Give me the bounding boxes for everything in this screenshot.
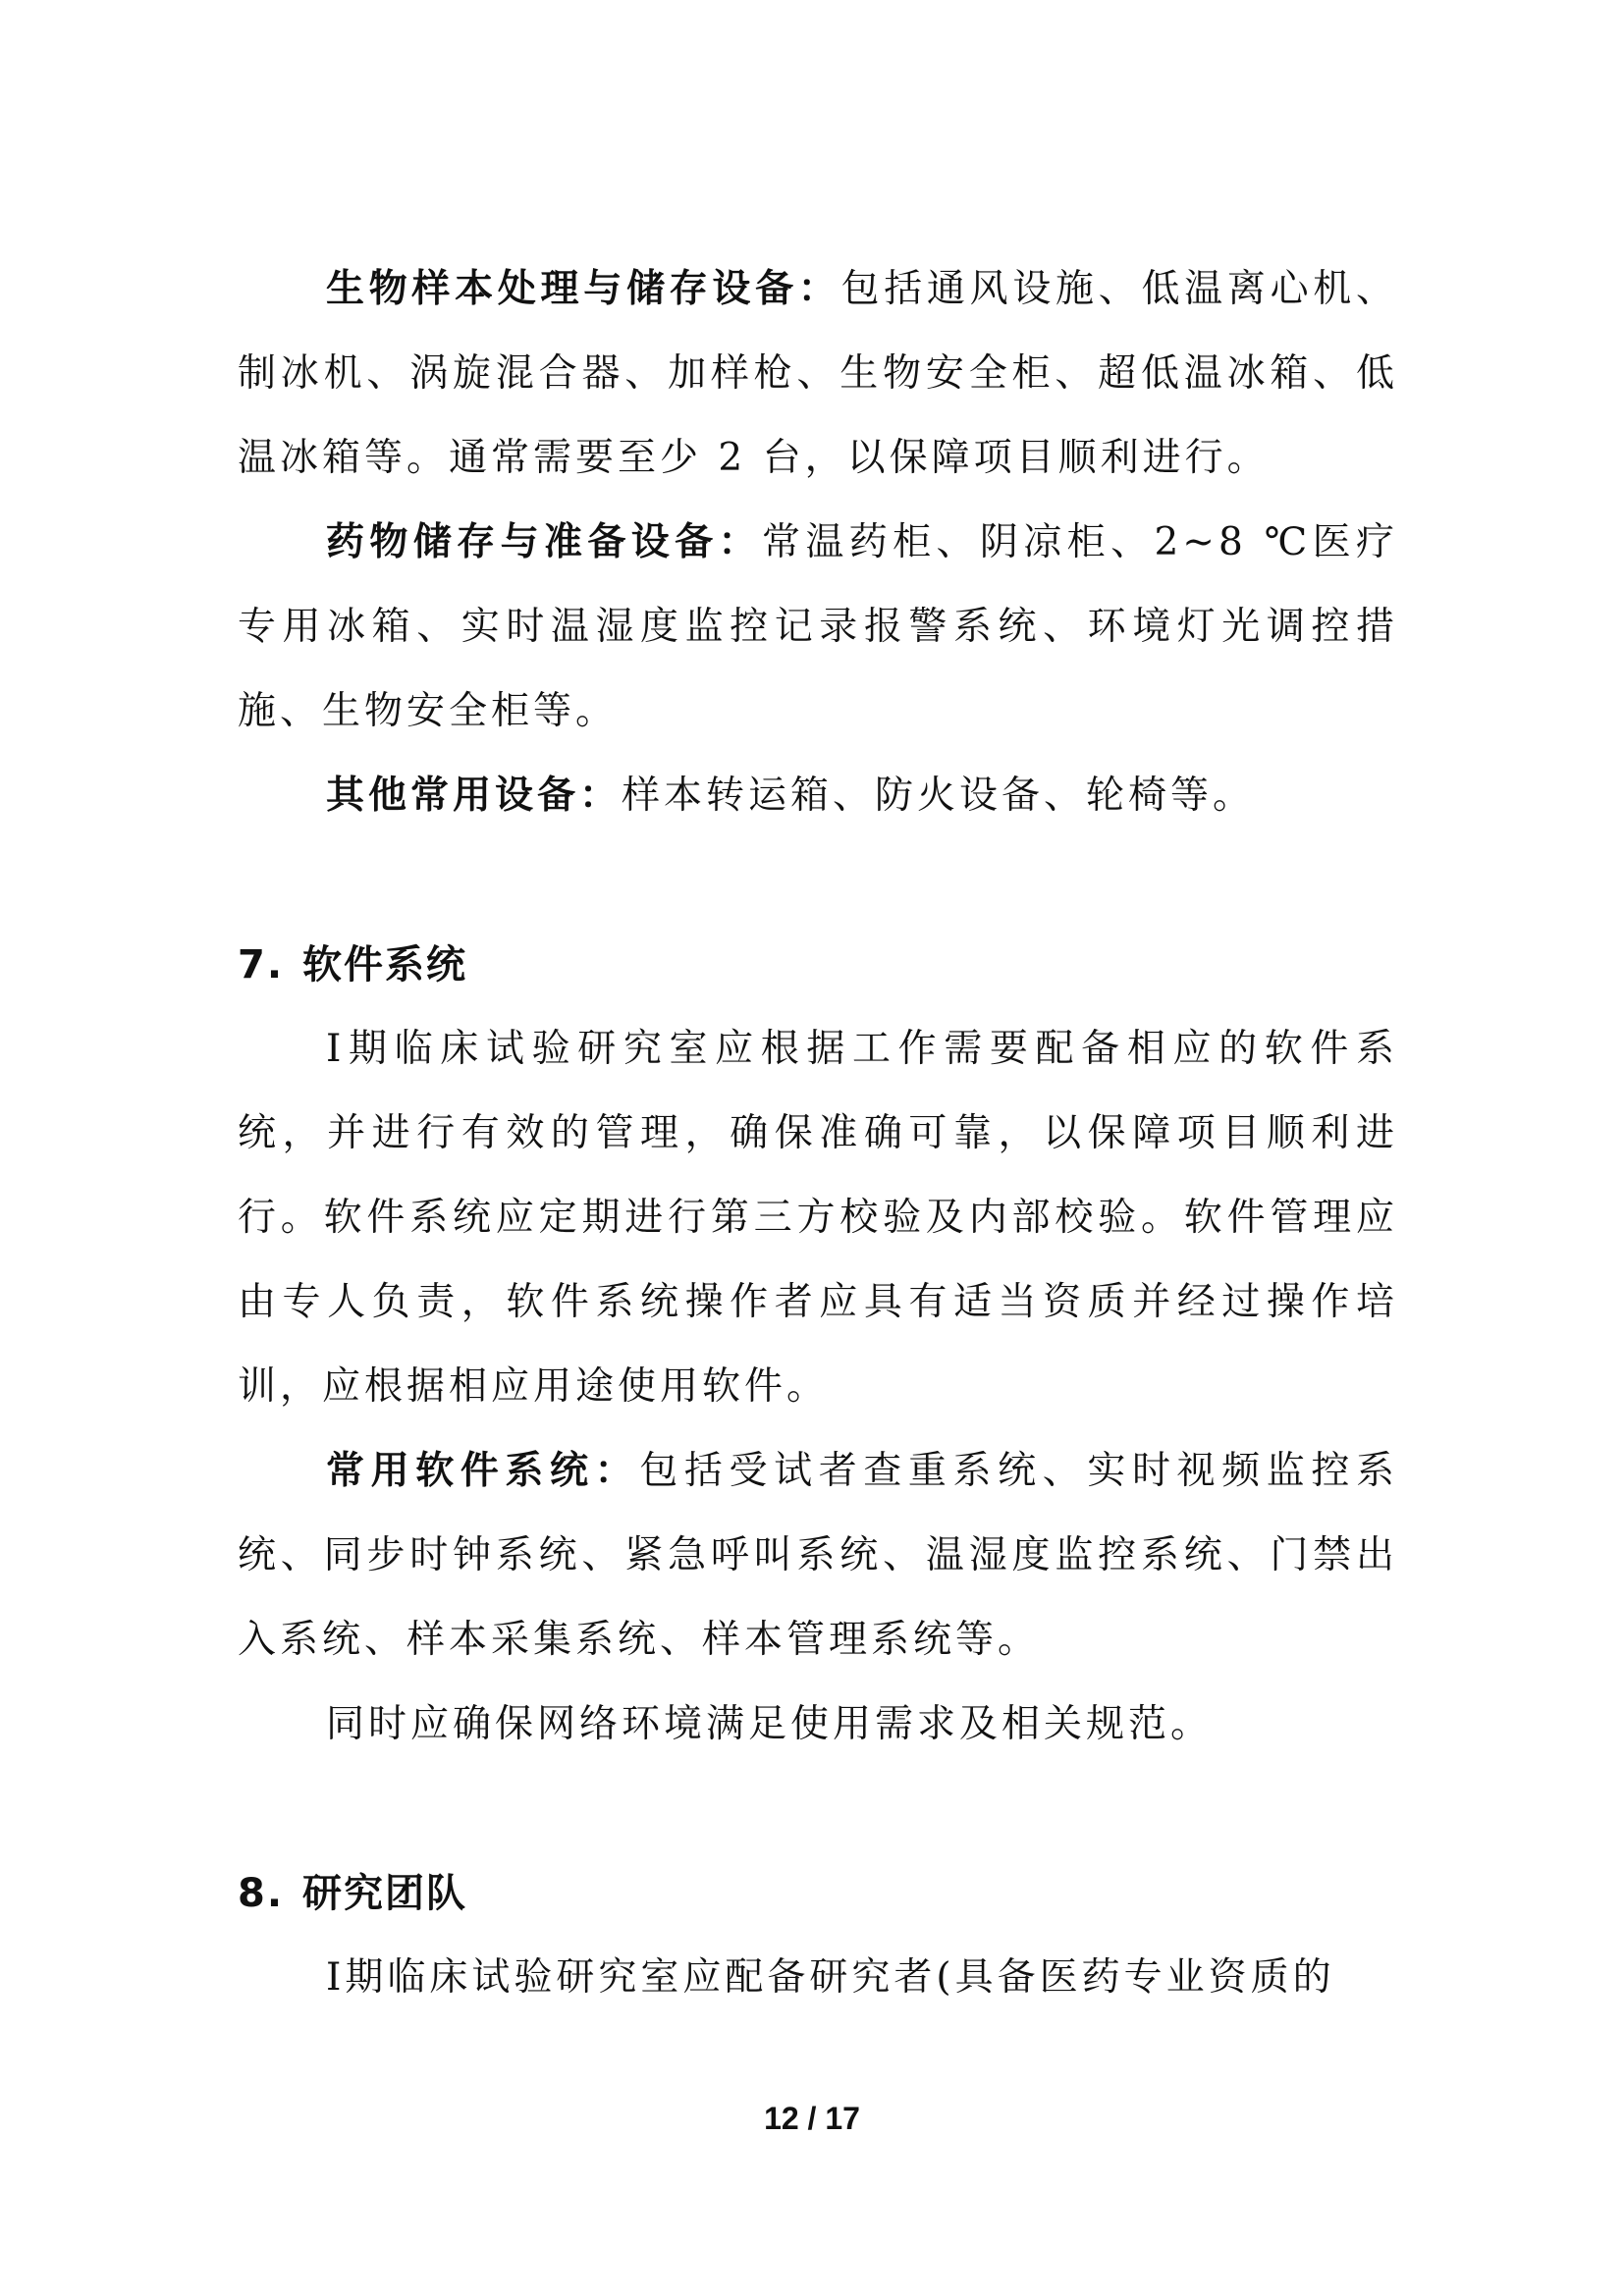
- section-spacer: [238, 838, 1398, 923]
- paragraph-other-equipment: [238, 754, 1398, 838]
- page-number: 12 / 17: [764, 2101, 860, 2136]
- paragraph-common-software: [238, 1429, 1398, 1682]
- section-heading-team: [238, 1851, 1398, 1936]
- section-title: 软件系统: [302, 942, 467, 988]
- paragraph-lead: 药物储存与准备设备：: [326, 520, 762, 564]
- paragraph-team-intro: Ⅰ期临床试验研究室应配备研究者(具备医药专业资质的: [326, 1955, 1335, 2000]
- paragraph-lead: 其他常用设备：: [326, 774, 623, 818]
- section-spacer: [238, 1767, 1398, 1851]
- section-title: 研究团队: [302, 1871, 467, 1916]
- section-number: 8.: [238, 1871, 285, 1916]
- paragraph-lead: 生物样本处理与储存设备：: [326, 267, 841, 311]
- section-number: 7.: [238, 942, 285, 988]
- section-heading-software: [238, 923, 1398, 1007]
- paragraph-text: 样本转运箱、防火设备、轮椅等。: [622, 774, 1256, 818]
- paragraph-text: 常温药柜、阴凉柜、2~8 ℃医疗专用冰箱、实时温湿度监控记录报警系统、环境灯光调控措施、生物安全柜等。: [238, 520, 1398, 733]
- paragraph-lead: 常用软件系统：: [326, 1449, 640, 1493]
- page-content: [238, 247, 1398, 2020]
- paragraph-software-intro: Ⅰ期临床试验研究室应根据工作需要配备相应的软件系统，并进行有效的管理，确保准确可靠，以保障项目顺利进行。软件系统应定期进行第三方校验及内部校验。软件管理应由专人负责，软件系统操作者应具有适当资质并经过操作培训，应根据相应用途使用软件。: [238, 1027, 1398, 1409]
- paragraph-text: 包括通风设施、低温离心机、制冰机、涡旋混合器、加样枪、生物安全柜、超低温冰箱、低温冰箱等。通常需要至少 2 台，以保障项目顺利进行。: [238, 267, 1398, 480]
- paragraph-bio-sample-equipment: [238, 247, 1398, 501]
- paragraph-drug-storage-equipment: [238, 501, 1398, 754]
- paragraph-text: 包括受试者查重系统、实时视频监控系统、同步时钟系统、紧急呼叫系统、温湿度监控系统、门禁出入系统、样本采集系统、样本管理系统等。: [238, 1449, 1398, 1662]
- paragraph-network: 同时应确保网络环境满足使用需求及相关规范。: [326, 1702, 1214, 1746]
